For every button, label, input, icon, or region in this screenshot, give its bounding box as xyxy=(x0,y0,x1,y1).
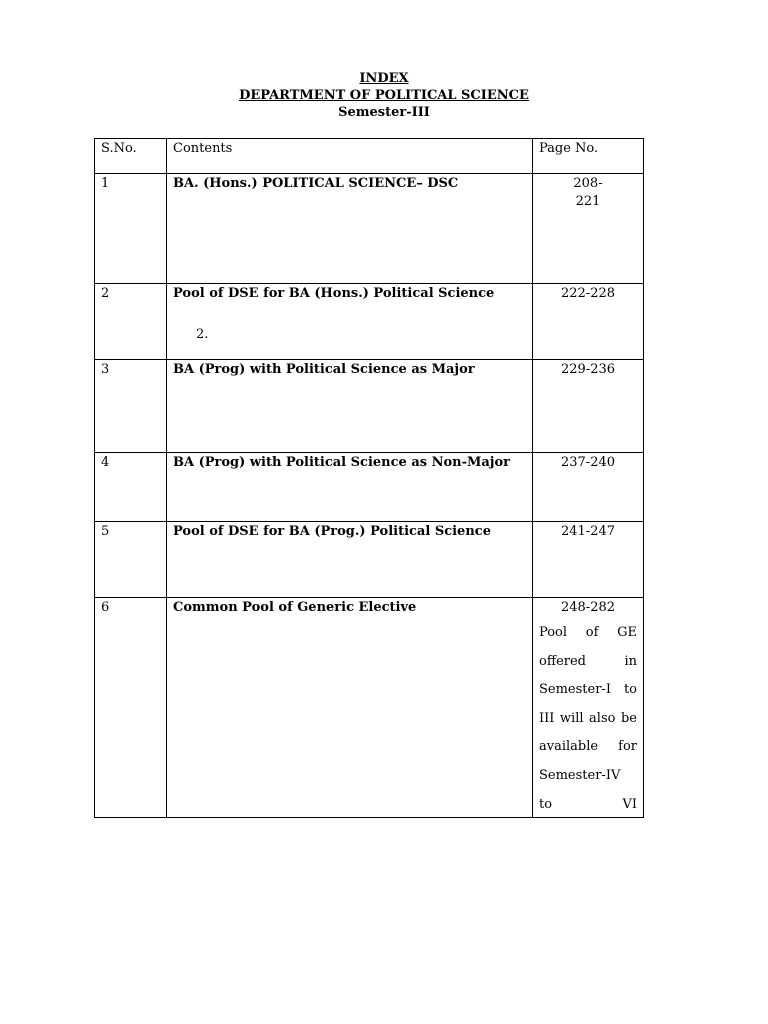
row-content: BA (Prog) with Political Science as Non-Major xyxy=(167,453,533,522)
row-sno: 2 xyxy=(95,284,167,360)
row-page: 222-228 xyxy=(533,284,644,360)
row-content: Common Pool of Generic Elective xyxy=(167,598,533,818)
note-line: available for xyxy=(539,739,637,755)
row-content: Pool of DSE for BA (Hons.) Political Science xyxy=(173,286,495,301)
note-line: offered in xyxy=(539,653,637,669)
row-sno: 5 xyxy=(95,522,167,598)
semester-title: Semester-III xyxy=(338,105,430,120)
row-sno: 1 xyxy=(95,174,167,284)
note-line: Pool of GE xyxy=(539,625,637,640)
row-page-start: 208- xyxy=(573,176,603,191)
note-line: Semester-IV xyxy=(539,767,621,783)
row-page-end: 221 xyxy=(575,194,601,209)
row-sno: 3 xyxy=(95,360,167,453)
table-header-row xyxy=(95,139,644,174)
department-title: DEPARTMENT OF POLITICAL SCIENCE xyxy=(239,88,529,103)
note-line: to VI xyxy=(539,796,637,812)
header-contents: Contents xyxy=(167,139,533,174)
table-row xyxy=(95,453,644,522)
table-row xyxy=(95,360,644,453)
row-page: 237-240 xyxy=(533,453,644,522)
row-page xyxy=(533,598,644,818)
row-content-cell xyxy=(167,284,533,360)
row-sub-item: 2. xyxy=(196,327,209,342)
row-content: Pool of DSE for BA (Prog.) Political Science xyxy=(167,522,533,598)
index-title: INDEX xyxy=(359,71,409,86)
table-row xyxy=(95,522,644,598)
table-row xyxy=(95,284,644,360)
row-content: BA. (Hons.) POLITICAL SCIENCE– DSC xyxy=(167,174,533,284)
row-page: 229-236 xyxy=(533,360,644,453)
header-page-no: Page No. xyxy=(533,139,644,174)
row-page xyxy=(533,174,644,284)
table-row xyxy=(95,174,644,284)
table-row xyxy=(95,598,644,818)
note-line: Semester-I to xyxy=(539,682,637,698)
note-line: III will also be xyxy=(539,710,637,726)
header-sno: S.No. xyxy=(95,139,167,174)
row-page-note xyxy=(539,620,637,817)
row-content: BA (Prog) with Political Science as Major xyxy=(167,360,533,453)
index-table xyxy=(94,138,644,818)
row-page: 241-247 xyxy=(533,522,644,598)
row-page-range: 248-282 xyxy=(560,600,616,615)
row-sno: 6 xyxy=(95,598,167,818)
row-sno: 4 xyxy=(95,453,167,522)
